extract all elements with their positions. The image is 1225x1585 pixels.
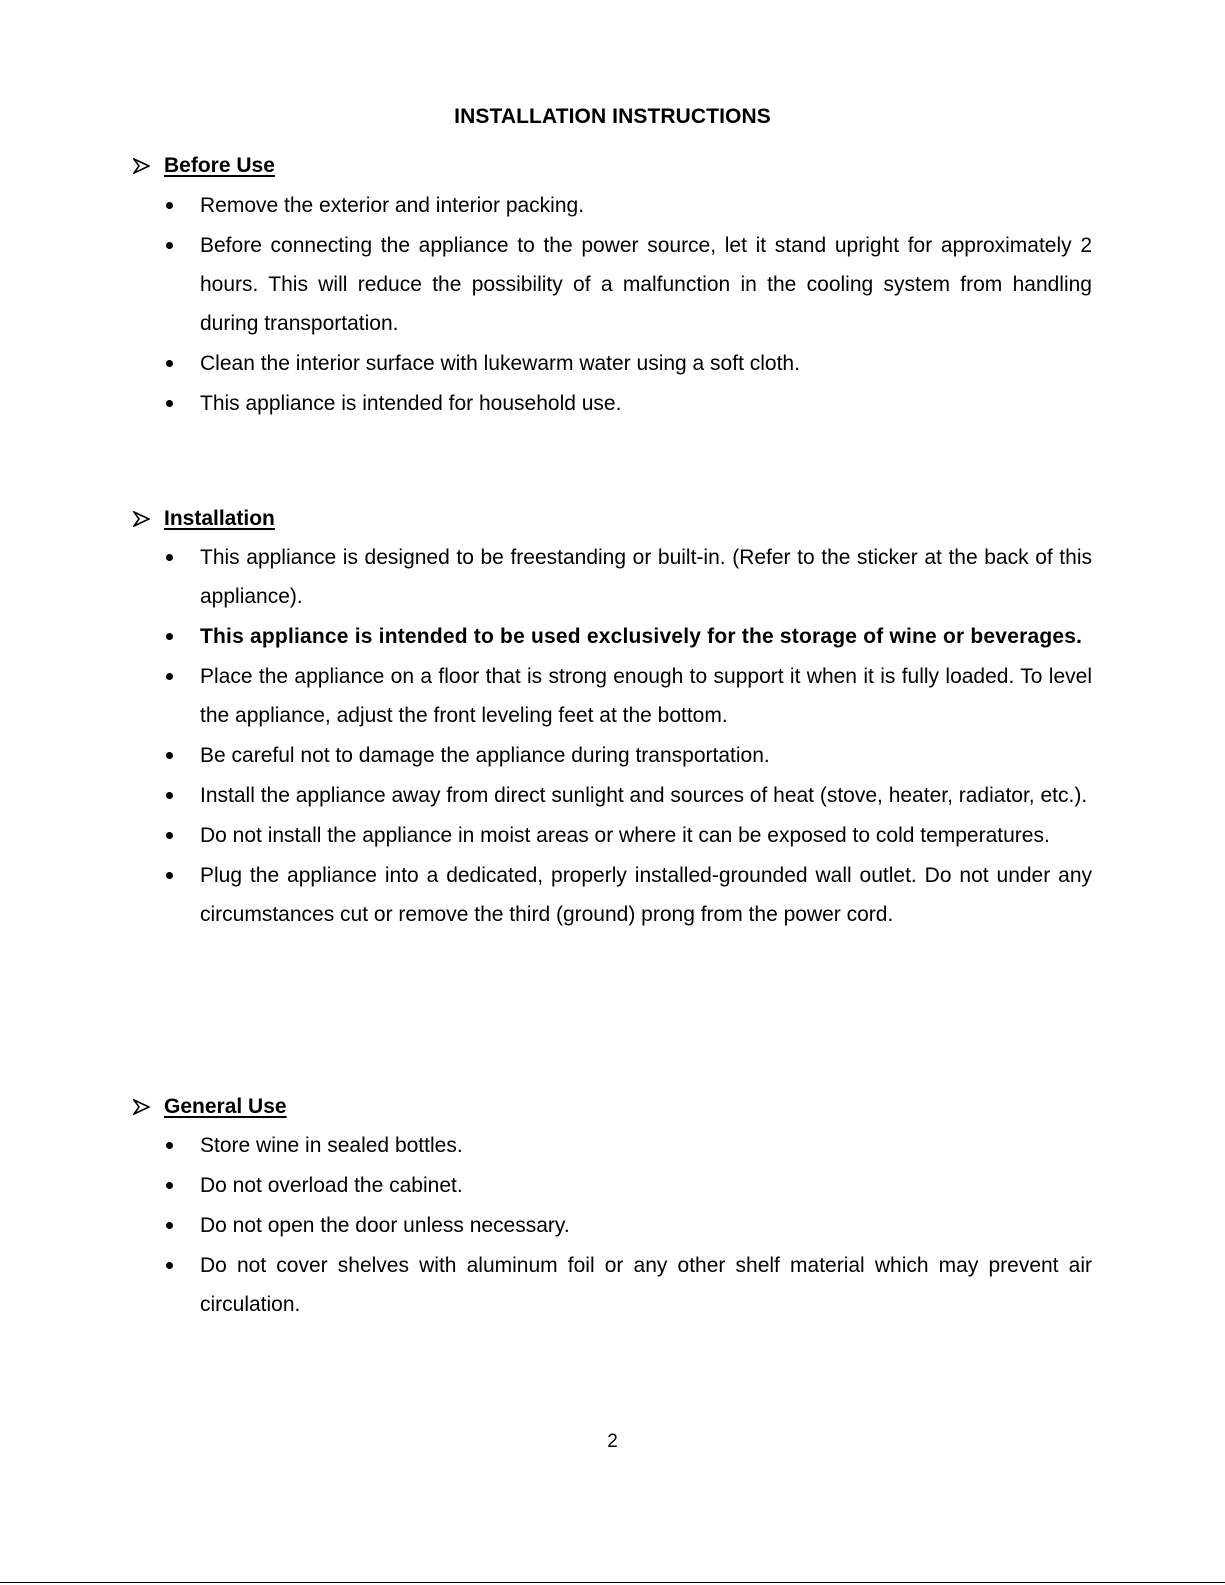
page-title: INSTALLATION INSTRUCTIONS bbox=[454, 105, 771, 128]
arrowhead-bullet-icon bbox=[133, 511, 150, 527]
list-item bbox=[0, 344, 1092, 383]
arrowhead-bullet-icon bbox=[133, 1099, 150, 1115]
bullet-list bbox=[0, 538, 1225, 935]
round-bullet-icon bbox=[166, 400, 173, 407]
bullet-list bbox=[0, 186, 1225, 424]
list-item bbox=[0, 538, 1092, 616]
list-item bbox=[0, 1206, 1092, 1245]
list-item bbox=[0, 736, 1092, 775]
list-item-text: Be careful not to damage the appliance during transportation. bbox=[200, 744, 770, 767]
round-bullet-icon bbox=[166, 792, 173, 799]
list-item bbox=[0, 816, 1092, 855]
round-bullet-icon bbox=[166, 673, 173, 680]
list-item-text: Remove the exterior and interior packing. bbox=[200, 194, 585, 217]
list-item-text: Plug the appliance into a dedicated, properly installed-grounded wall outlet. Do not under any circumstances cut or remove the third (ground) prong from the power cord. bbox=[200, 864, 1092, 926]
list-item bbox=[0, 856, 1092, 934]
list-item-text: Before connecting the appliance to the power source, let it stand upright for approximately 2 hours. This will reduce the possibility of a malfunction in the cooling system from handling during transportation. bbox=[200, 234, 1092, 335]
section-heading-label: Installation bbox=[164, 507, 275, 530]
round-bullet-icon bbox=[166, 1182, 173, 1189]
list-item-text: Clean the interior surface with lukewarm water using a soft cloth. bbox=[200, 352, 800, 375]
round-bullet-icon bbox=[166, 832, 173, 839]
section-heading-label: General Use bbox=[164, 1095, 287, 1118]
round-bullet-icon bbox=[166, 752, 173, 759]
list-item-text: This appliance is designed to be freestanding or built-in. (Refer to the sticker at the back of this appliance). bbox=[200, 546, 1092, 608]
round-bullet-icon bbox=[166, 1142, 173, 1149]
list-item-text: Do not install the appliance in moist areas or where it can be exposed to cold temperatures. bbox=[200, 824, 1050, 847]
list-item-text: Store wine in sealed bottles. bbox=[200, 1134, 463, 1157]
list-item bbox=[0, 226, 1092, 343]
page-number: 2 bbox=[607, 1431, 618, 1452]
arrowhead-bullet-icon bbox=[133, 158, 150, 174]
list-item-text: Do not cover shelves with aluminum foil or any other shelf material which may prevent air circulation. bbox=[200, 1254, 1092, 1316]
list-item bbox=[0, 1166, 1092, 1205]
list-item-text: Do not overload the cabinet. bbox=[200, 1174, 463, 1197]
section-heading bbox=[133, 152, 275, 180]
list-item bbox=[0, 657, 1092, 735]
round-bullet-icon bbox=[166, 242, 173, 249]
round-bullet-icon bbox=[166, 872, 173, 879]
section-heading bbox=[133, 1093, 287, 1121]
round-bullet-icon bbox=[166, 360, 173, 367]
list-item bbox=[0, 776, 1092, 815]
list-item-text: Place the appliance on a floor that is strong enough to support it when it is fully loaded. To level the appliance, adjust the front leveling feet at the bottom. bbox=[200, 665, 1092, 727]
round-bullet-icon bbox=[166, 202, 173, 209]
bullet-list bbox=[0, 1126, 1225, 1325]
section-heading bbox=[133, 505, 275, 533]
round-bullet-icon bbox=[166, 554, 173, 561]
round-bullet-icon bbox=[166, 1222, 173, 1229]
list-item bbox=[0, 1246, 1092, 1324]
list-item bbox=[0, 617, 1092, 656]
round-bullet-icon bbox=[166, 1262, 173, 1269]
list-item-text: This appliance is intended for household use. bbox=[200, 392, 622, 415]
list-item-text: Install the appliance away from direct sunlight and sources of heat (stove, heater, radiator, etc.). bbox=[200, 784, 1088, 807]
bottom-rule bbox=[0, 1582, 1225, 1583]
round-bullet-icon bbox=[166, 633, 173, 640]
list-item-text: This appliance is intended to be used exclusively for the storage of wine or beverages. bbox=[200, 625, 1083, 648]
list-item bbox=[0, 384, 1092, 423]
list-item bbox=[0, 186, 1092, 225]
list-item-text: Do not open the door unless necessary. bbox=[200, 1214, 570, 1237]
section-heading-label: Before Use bbox=[164, 154, 275, 177]
list-item bbox=[0, 1126, 1092, 1165]
